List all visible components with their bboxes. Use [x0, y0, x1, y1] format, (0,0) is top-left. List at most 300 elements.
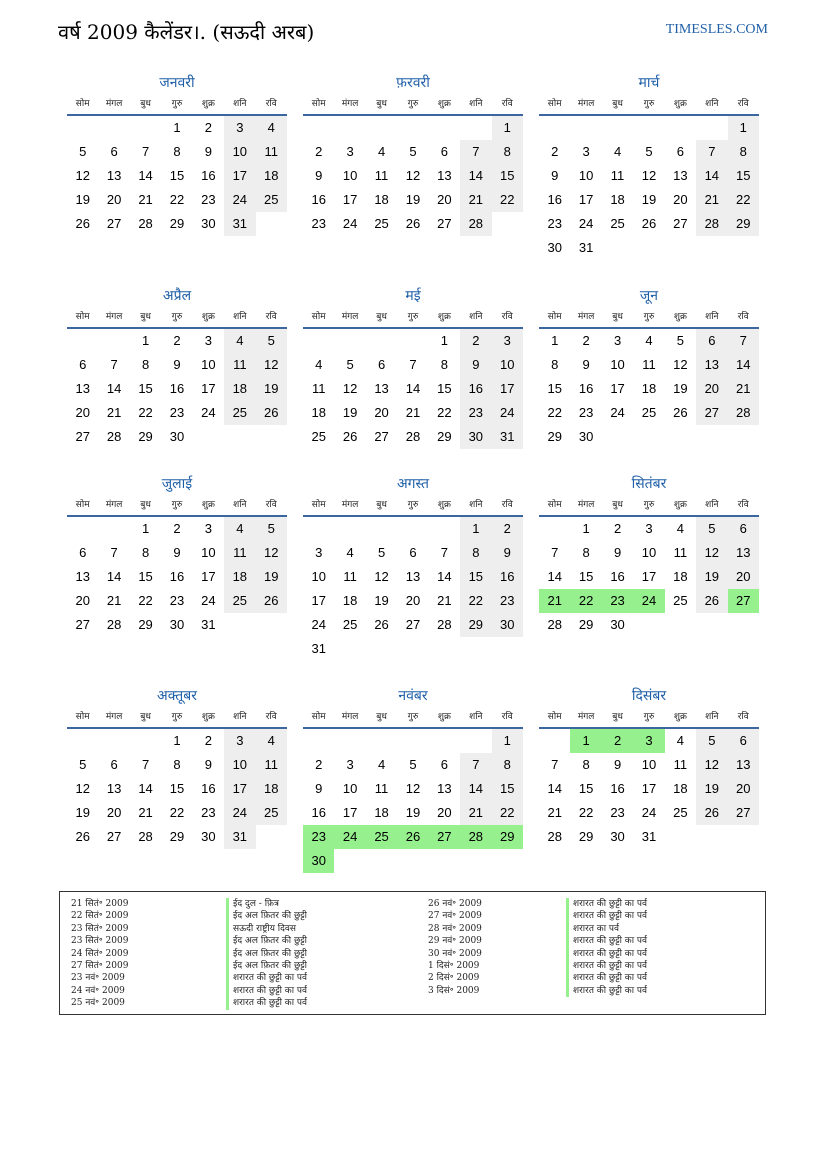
- day-cell: 16: [169, 381, 185, 396]
- weekday-label: शनि: [469, 99, 483, 109]
- day-cell: 21: [138, 805, 153, 820]
- day-cell: 14: [547, 569, 562, 584]
- day-cell: 6: [696, 329, 727, 353]
- day-cell: 30: [169, 617, 185, 632]
- day-cell: 18: [224, 565, 255, 589]
- weekday-label: शनि: [705, 312, 719, 322]
- day-cell: 28: [460, 212, 491, 236]
- day-cell: 18: [311, 405, 326, 420]
- day-cell: 13: [673, 168, 688, 183]
- day-cell: 3: [204, 521, 213, 536]
- day-cell: 1: [728, 116, 759, 140]
- day-cell: 10: [201, 545, 216, 560]
- day-cell: 11: [374, 781, 389, 796]
- day-cell: 16: [201, 168, 216, 183]
- day-cell: 17: [641, 781, 657, 796]
- day-cell: 12: [75, 781, 90, 796]
- day-cell: 3: [492, 329, 523, 353]
- day-cell: 31: [311, 641, 326, 656]
- empty-cell: [303, 329, 334, 353]
- day-cell: 8: [582, 545, 590, 560]
- day-cell: 4: [224, 517, 255, 541]
- weekday-label: शनि: [469, 500, 483, 510]
- day-cell: 17: [492, 377, 523, 401]
- day-cell: 14: [460, 777, 491, 801]
- day-cell: 15: [138, 381, 153, 396]
- day-cell: 7: [440, 545, 449, 560]
- empty-cell: [334, 729, 365, 753]
- day-cell: 9: [582, 357, 590, 372]
- day-cell: 3: [582, 144, 590, 159]
- day-cell: 24: [342, 216, 358, 231]
- legend-left-dates: [71, 898, 128, 1010]
- day-cell: 21: [106, 593, 122, 608]
- empty-cell: [98, 329, 129, 353]
- day-cell: 2: [173, 521, 181, 536]
- day-cell: 6: [377, 357, 386, 372]
- weekday-label: रवि: [737, 712, 749, 722]
- day-cell: 16: [460, 377, 491, 401]
- day-cell: 29: [492, 825, 523, 849]
- weekday-label: गुरु: [643, 99, 655, 109]
- weekday-label: मंगल: [577, 99, 595, 109]
- day-cell: 14: [547, 781, 562, 796]
- day-cell: 24: [633, 589, 664, 613]
- empty-cell: [303, 729, 334, 753]
- weekday-label: शुक्र: [437, 712, 451, 722]
- day-cell: 12: [641, 168, 657, 183]
- day-cell: 25: [374, 216, 389, 231]
- day-grid: [539, 329, 759, 449]
- day-cell: 4: [256, 729, 287, 753]
- day-cell: 24: [610, 405, 625, 420]
- day-cell: 3: [633, 729, 664, 753]
- weekday-label: रवि: [737, 99, 749, 109]
- day-cell: 16: [610, 781, 625, 796]
- weekday-label: बुध: [612, 712, 623, 722]
- day-cell: 15: [578, 781, 594, 796]
- holiday-date: 1 दिसं॰ 2009: [428, 960, 480, 971]
- day-cell: 10: [641, 757, 657, 772]
- empty-cell: [366, 329, 397, 353]
- day-cell: 25: [366, 825, 397, 849]
- day-cell: 8: [173, 757, 181, 772]
- day-cell: 4: [676, 733, 685, 748]
- day-cell: 5: [676, 333, 685, 348]
- day-cell: 9: [173, 357, 181, 372]
- holiday-date: 30 नवं॰ 2009: [428, 948, 482, 959]
- weekday-label: रवि: [501, 312, 513, 322]
- day-cell: 19: [405, 805, 421, 820]
- holiday-name: शरारत की छुट्टी का पर्व: [226, 985, 307, 997]
- day-cell: 4: [315, 357, 323, 372]
- day-cell: 7: [141, 144, 150, 159]
- day-cell: 30: [303, 849, 334, 873]
- day-cell: 22: [492, 188, 523, 212]
- weekday-label: सोम: [311, 312, 326, 322]
- day-cell: 24: [578, 216, 594, 231]
- weekday-label: सोम: [75, 712, 90, 722]
- day-cell: 28: [460, 825, 491, 849]
- day-cell: 18: [641, 381, 657, 396]
- day-cell: 2: [204, 120, 213, 135]
- day-cell: 19: [696, 777, 727, 801]
- day-cell: 26: [397, 825, 428, 849]
- day-cell: 24: [224, 188, 255, 212]
- day-cell: 11: [673, 545, 688, 560]
- day-cell: 1: [492, 116, 523, 140]
- day-cell: 25: [610, 216, 625, 231]
- month-name: मई: [405, 288, 421, 304]
- day-cell: 13: [728, 753, 759, 777]
- day-cell: 29: [578, 617, 594, 632]
- weekday-label: मंगल: [341, 712, 359, 722]
- day-cell: 25: [256, 801, 287, 825]
- day-cell: 20: [696, 377, 727, 401]
- weekday-label: शनि: [469, 312, 483, 322]
- day-cell: 9: [460, 353, 491, 377]
- legend-left-names: [226, 898, 307, 1010]
- day-cell: 17: [342, 805, 358, 820]
- day-cell: 11: [224, 541, 255, 565]
- day-cell: 21: [728, 377, 759, 401]
- day-cell: 23: [311, 216, 326, 231]
- month-1: [67, 72, 287, 236]
- day-cell: 8: [492, 140, 523, 164]
- day-cell: 13: [437, 168, 452, 183]
- day-grid: [303, 329, 523, 449]
- holiday-date: 21 सितं॰ 2009: [71, 899, 129, 909]
- day-cell: 17: [224, 164, 255, 188]
- day-cell: 3: [204, 333, 213, 348]
- month-11: [303, 685, 523, 873]
- day-cell: 21: [539, 589, 570, 613]
- day-grid: [67, 329, 287, 449]
- weekday-label: गुरु: [407, 712, 419, 722]
- day-cell: 21: [106, 405, 122, 420]
- holiday-name: शरारत की छुट्टी का पर्व: [566, 910, 647, 922]
- day-cell: 2: [460, 329, 491, 353]
- day-cell: 11: [256, 753, 287, 777]
- weekday-label: गुरु: [643, 312, 655, 322]
- weekday-label: बुध: [376, 500, 387, 510]
- day-cell: 8: [460, 541, 491, 565]
- day-cell: 7: [409, 357, 417, 372]
- day-cell: 28: [696, 212, 727, 236]
- day-cell: 26: [256, 401, 287, 425]
- day-cell: 31: [224, 825, 255, 849]
- holiday-date: 27 सितं॰ 2009: [71, 960, 129, 971]
- day-cell: 30: [492, 613, 523, 637]
- day-cell: 13: [75, 569, 90, 584]
- empty-cell: [460, 116, 491, 140]
- day-cell: 16: [311, 192, 326, 207]
- day-cell: 3: [346, 144, 354, 159]
- month-name: नवंबर: [398, 688, 428, 704]
- day-grid: [67, 517, 287, 637]
- weekday-label: गुरु: [171, 500, 183, 510]
- day-cell: 29: [169, 216, 185, 231]
- empty-cell: [130, 116, 161, 140]
- day-cell: 9: [613, 545, 622, 560]
- empty-cell: [397, 517, 428, 541]
- day-cell: 26: [342, 429, 358, 444]
- weekday-label: बुध: [376, 712, 387, 722]
- day-cell: 5: [696, 729, 727, 753]
- empty-cell: [67, 329, 98, 353]
- day-cell: 23: [610, 805, 625, 820]
- day-cell: 5: [645, 144, 653, 159]
- holiday-date: 23 नवं॰ 2009: [71, 973, 125, 984]
- day-cell: 14: [138, 781, 153, 796]
- day-cell: 28: [437, 617, 452, 632]
- empty-cell: [397, 116, 428, 140]
- weekday-label: रवि: [265, 312, 277, 322]
- month-2: [303, 72, 523, 236]
- day-cell: 22: [460, 589, 491, 613]
- day-cell: 26: [374, 617, 389, 632]
- day-cell: 14: [106, 381, 122, 396]
- weekday-label: सोम: [547, 712, 562, 722]
- day-cell: 24: [492, 401, 523, 425]
- day-cell: 6: [79, 357, 87, 372]
- day-cell: 1: [551, 333, 559, 348]
- empty-cell: [397, 729, 428, 753]
- weekday-label: शुक्र: [673, 312, 687, 322]
- day-cell: 19: [256, 377, 287, 401]
- day-cell: 28: [547, 829, 562, 844]
- holiday-name: शरारत की छुट्टी का पर्व: [566, 948, 647, 960]
- day-cell: 11: [610, 168, 625, 183]
- weekday-label: रवि: [501, 712, 513, 722]
- day-grid: [67, 729, 287, 849]
- day-cell: 12: [405, 781, 421, 796]
- month-6: [539, 285, 759, 449]
- day-cell: 3: [645, 521, 653, 536]
- holiday-date: 23 सितं॰ 2009: [71, 936, 129, 947]
- day-cell: 14: [405, 381, 421, 396]
- day-cell: 10: [641, 545, 657, 560]
- holiday-name: सऊदी राष्ट्रीय दिवस: [226, 923, 307, 935]
- weekday-label: शुक्र: [437, 500, 451, 510]
- day-grid: [303, 517, 523, 661]
- day-cell: 24: [201, 405, 216, 420]
- day-cell: 30: [610, 617, 625, 632]
- weekday-label: बुध: [140, 500, 151, 510]
- day-cell: 11: [673, 757, 688, 772]
- day-cell: 2: [492, 517, 523, 541]
- day-cell: 24: [224, 801, 255, 825]
- day-cell: 8: [173, 144, 181, 159]
- day-cell: 11: [343, 569, 357, 584]
- day-cell: 8: [141, 545, 150, 560]
- day-cell: 2: [315, 144, 323, 159]
- day-cell: 16: [547, 192, 562, 207]
- day-cell: 12: [405, 168, 421, 183]
- day-cell: 2: [551, 144, 559, 159]
- weekday-label: मंगल: [105, 99, 123, 109]
- day-grid: [539, 729, 759, 849]
- day-cell: 16: [578, 381, 594, 396]
- day-cell: 23: [578, 405, 594, 420]
- day-cell: 12: [256, 541, 287, 565]
- empty-cell: [98, 517, 129, 541]
- day-cell: 1: [173, 733, 181, 748]
- day-cell: 3: [315, 545, 323, 560]
- day-cell: 21: [696, 188, 727, 212]
- day-cell: 18: [610, 192, 625, 207]
- day-cell: 20: [673, 192, 688, 207]
- weekday-label: रवि: [265, 99, 277, 109]
- day-cell: 24: [201, 593, 216, 608]
- month-name: सितंबर: [631, 476, 667, 492]
- day-cell: 29: [138, 617, 153, 632]
- day-cell: 16: [492, 565, 523, 589]
- weekday-label: शुक्र: [437, 99, 451, 109]
- day-cell: 26: [673, 405, 688, 420]
- holiday-name: शरारत की छुट्टी का पर्व: [566, 972, 647, 984]
- day-cell: 11: [224, 353, 255, 377]
- day-cell: 26: [75, 216, 90, 231]
- weekday-label: शनि: [233, 712, 247, 722]
- month-4: [67, 285, 287, 449]
- legend-right-names: [566, 898, 647, 997]
- day-cell: 29: [437, 429, 452, 444]
- weekday-label: बुध: [140, 99, 151, 109]
- day-cell: 15: [728, 164, 759, 188]
- weekday-label: शुक्र: [201, 500, 215, 510]
- day-cell: 27: [673, 216, 688, 231]
- holiday-date: 24 सितं॰ 2009: [71, 948, 129, 959]
- day-cell: 25: [224, 401, 255, 425]
- empty-cell: [696, 116, 727, 140]
- weekday-label: सोम: [75, 500, 90, 510]
- site-link[interactable]: TIMESLES.COM: [665, 22, 768, 37]
- empty-cell: [397, 329, 428, 353]
- day-cell: 1: [141, 333, 150, 348]
- day-cell: 16: [311, 805, 326, 820]
- weekday-header: [539, 94, 759, 116]
- day-cell: 4: [377, 757, 386, 772]
- holiday-name: ईद अल फ़ितर की छुट्टी: [226, 948, 307, 960]
- day-cell: 6: [440, 757, 449, 772]
- day-cell: 25: [311, 429, 326, 444]
- day-cell: 15: [437, 381, 452, 396]
- day-cell: 9: [204, 144, 213, 159]
- holiday-date: 28 नवं॰ 2009: [428, 923, 482, 934]
- day-cell: 1: [440, 333, 449, 348]
- weekday-label: रवि: [737, 312, 749, 322]
- day-cell: 18: [374, 192, 389, 207]
- day-cell: 22: [578, 805, 594, 820]
- weekday-label: मंगल: [105, 312, 123, 322]
- day-cell: 1: [582, 521, 590, 536]
- empty-cell: [366, 116, 397, 140]
- day-cell: 19: [342, 405, 358, 420]
- empty-cell: [539, 116, 570, 140]
- weekday-header: [303, 94, 523, 116]
- day-grid: [539, 116, 759, 260]
- day-cell: 10: [201, 357, 216, 372]
- day-cell: 7: [460, 140, 491, 164]
- holiday-date: 24 नवं॰ 2009: [71, 985, 125, 996]
- day-cell: 15: [492, 164, 523, 188]
- day-cell: 17: [201, 381, 216, 396]
- day-cell: 21: [405, 405, 421, 420]
- day-cell: 2: [204, 733, 213, 748]
- day-cell: 4: [377, 144, 386, 159]
- day-cell: 24: [334, 825, 365, 849]
- day-cell: 4: [224, 329, 255, 353]
- weekday-header: [67, 707, 287, 729]
- day-cell: 6: [676, 144, 685, 159]
- day-cell: 14: [106, 569, 122, 584]
- day-cell: 27: [106, 829, 122, 844]
- day-cell: 28: [106, 429, 122, 444]
- day-cell: 10: [311, 569, 326, 584]
- day-cell: 9: [315, 781, 323, 796]
- day-cell: 27: [75, 429, 90, 444]
- day-cell: 25: [256, 188, 287, 212]
- holiday-name: शरारत की छुट्टी का पर्व: [566, 985, 647, 997]
- day-cell: 18: [224, 377, 255, 401]
- day-cell: 4: [645, 333, 653, 348]
- day-cell: 20: [106, 192, 122, 207]
- day-cell: 30: [547, 240, 562, 255]
- weekday-label: शनि: [705, 99, 719, 109]
- day-cell: 25: [342, 617, 358, 632]
- day-cell: 23: [547, 216, 562, 231]
- empty-cell: [67, 729, 98, 753]
- day-cell: 22: [138, 593, 153, 608]
- day-cell: 23: [303, 825, 334, 849]
- day-cell: 30: [201, 829, 216, 844]
- weekday-label: मंगल: [577, 312, 595, 322]
- weekday-label: गुरु: [643, 712, 655, 722]
- empty-cell: [98, 116, 129, 140]
- day-cell: 13: [106, 168, 122, 183]
- day-cell: 1: [173, 120, 181, 135]
- day-cell: 20: [437, 805, 452, 820]
- month-12: [539, 685, 759, 849]
- empty-cell: [366, 729, 397, 753]
- month-name: जुलाई: [161, 476, 193, 492]
- day-cell: 28: [138, 216, 153, 231]
- day-cell: 19: [405, 192, 421, 207]
- weekday-label: शुक्र: [201, 312, 215, 322]
- weekday-label: सोम: [547, 99, 562, 109]
- weekday-label: शुक्र: [201, 99, 215, 109]
- day-cell: 29: [547, 429, 562, 444]
- weekday-label: शनि: [233, 500, 247, 510]
- day-cell: 22: [492, 801, 523, 825]
- day-cell: 17: [578, 192, 594, 207]
- day-cell: 13: [75, 381, 90, 396]
- day-cell: 5: [409, 144, 417, 159]
- weekday-label: बुध: [612, 99, 623, 109]
- empty-cell: [98, 729, 129, 753]
- day-cell: 7: [141, 757, 150, 772]
- month-5: [303, 285, 523, 449]
- holiday-name: शरारत की छुट्टी का पर्व: [566, 898, 647, 910]
- weekday-header: [539, 307, 759, 329]
- holiday-date: 22 सितं॰ 2009: [71, 911, 129, 922]
- day-cell: 12: [342, 381, 358, 396]
- weekday-label: सोम: [311, 712, 326, 722]
- weekday-label: शनि: [705, 500, 719, 510]
- day-cell: 27: [75, 617, 90, 632]
- day-cell: 6: [440, 144, 449, 159]
